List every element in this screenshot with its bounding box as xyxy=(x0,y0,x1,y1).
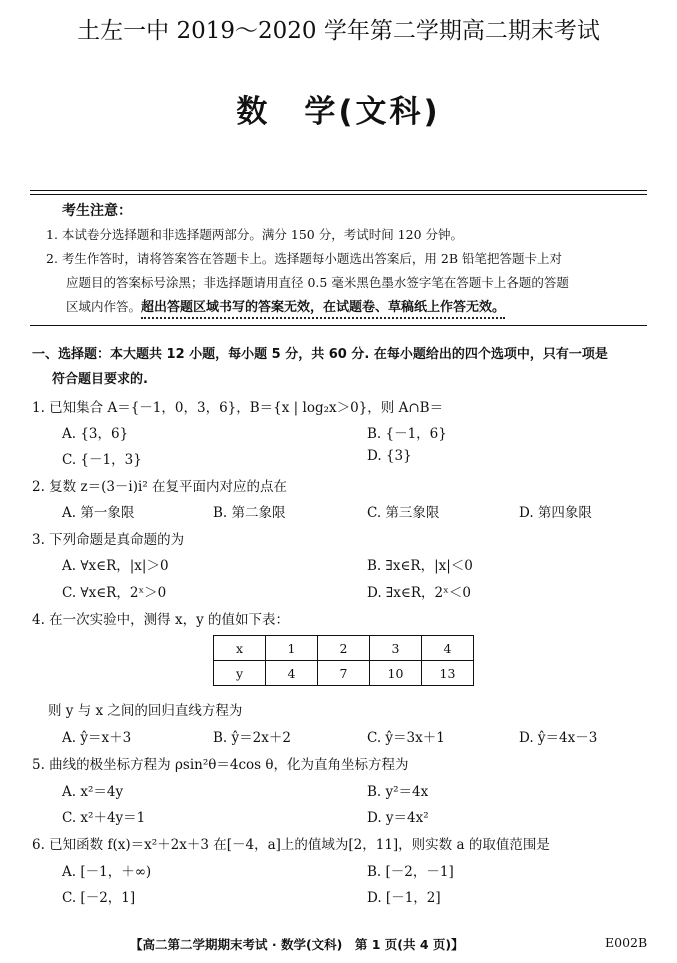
subject-title: 数 学(文科) xyxy=(236,94,441,130)
table-cell: 3 xyxy=(370,636,422,661)
question-4-option-a: A. ŷ＝x＋3 xyxy=(62,730,132,746)
table-cell: 13 xyxy=(422,661,474,686)
notice-item-2-line-2: 应题目的答案标号涂黑；非选择题请用直径 0.5 毫米黑色墨水签字笔在答题卡上各题的答题 xyxy=(66,275,569,290)
question-5-option-d: D. y＝4x² xyxy=(367,810,429,826)
question-4-table xyxy=(213,635,474,686)
section-heading-line-1: 一、选择题：本大题共 12 小题，每小题 5 分，共 60 分. 在每小题给出的四个选项中，只有一项是 xyxy=(32,347,608,362)
table-cell: 2 xyxy=(318,636,370,661)
question-5-option-a: A. x²＝4y xyxy=(62,784,124,800)
question-2-option-b: B. 第二象限 xyxy=(213,505,286,521)
question-6-option-a: A. [－1，＋∞) xyxy=(62,864,152,880)
question-2-option-d: D. 第四象限 xyxy=(519,505,592,521)
question-1-option-c: C. {－1，3} xyxy=(62,452,142,468)
notice-item-1: 1. 本试卷分选择题和非选择题两部分。满分 150 分，考试时间 120 分钟。 xyxy=(46,227,464,242)
question-3-option-d: D. ∃x∈R，2ˣ＜0 xyxy=(367,585,471,601)
question-2-option-c: C. 第三象限 xyxy=(367,505,440,521)
table-cell: 4 xyxy=(266,661,318,686)
question-5-stem: 5. 曲线的极坐标方程为 ρsin²θ＝4cos θ，化为直角坐标方程为 xyxy=(32,757,409,773)
question-3-option-b: B. ∃x∈R，|x|＜0 xyxy=(367,558,473,574)
question-3-option-c: C. ∀x∈R，2ˣ＞0 xyxy=(62,585,167,601)
notice-item-2-line-3 xyxy=(66,296,505,315)
section-heading-line-2: 符合题目要求的. xyxy=(52,372,148,387)
question-6-stem: 6. 已知函数 f(x)＝x²＋2x＋3 在[－4，a]上的值域为[2，11]，则实数 a 的取值范围是 xyxy=(32,837,550,853)
question-4-follow: 则 y 与 x 之间的回归直线方程为 xyxy=(48,703,243,719)
table-cell: 7 xyxy=(318,661,370,686)
question-4-stem: 4. 在一次实验中，测得 x，y 的值如下表： xyxy=(32,612,289,628)
top-divider xyxy=(30,190,647,191)
question-1-option-d: D. {3} xyxy=(367,448,412,464)
notice-item-2-line-1: 2. 考生作答时，请将答案答在答题卡上。选择题每小题选出答案后，用 2B 铅笔把答题卡上对 xyxy=(46,251,562,266)
question-5-option-c: C. x²＋4y＝1 xyxy=(62,810,146,826)
question-2-stem: 2. 复数 z＝(3－i)i² 在复平面内对应的点在 xyxy=(32,479,288,495)
notice-item-2-line-3-plain: 区域内作答。 xyxy=(66,299,142,314)
paper-code: E002B xyxy=(605,935,648,950)
question-3-option-a: A. ∀x∈R，|x|＞0 xyxy=(62,558,169,574)
question-4-option-b: B. ŷ＝2x＋2 xyxy=(213,730,291,746)
question-6-option-c: C. [－2，1] xyxy=(62,890,136,906)
notice-heading: 考生注意： xyxy=(62,203,132,219)
table-cell: 1 xyxy=(266,636,318,661)
question-5-option-b: B. y²＝4x xyxy=(367,784,429,800)
question-4-option-c: C. ŷ＝3x＋1 xyxy=(367,730,445,746)
question-6-option-d: D. [－1，2] xyxy=(367,890,441,906)
question-1-option-a: A. {3，6} xyxy=(62,426,129,442)
top-divider-2 xyxy=(30,194,647,195)
question-6-option-b: B. [－2，－1] xyxy=(367,864,454,880)
table-row xyxy=(214,636,474,661)
table-cell: 4 xyxy=(422,636,474,661)
question-4-option-d: D. ŷ＝4x－3 xyxy=(519,730,598,746)
notice-emphasis: 超出答题区域书写的答案无效，在试题卷、草稿纸上作答无效。 xyxy=(141,300,505,319)
question-3-stem: 3. 下列命题是真命题的为 xyxy=(32,532,185,548)
question-1-stem: 1. 已知集合 A＝{－1，0，3，6}，B＝{x | log₂x＞0}，则 A∩B＝ xyxy=(32,400,444,416)
table-row xyxy=(214,661,474,686)
notice-divider xyxy=(30,325,647,326)
table-cell: y xyxy=(214,661,266,686)
question-1-option-b: B. {－1，6} xyxy=(367,426,447,442)
page-footer: 【高二第二学期期末考试 · 数学(文科) 第 1 页(共 4 页)】 xyxy=(130,937,464,952)
table-cell: 10 xyxy=(370,661,422,686)
exam-title: 土左一中 2019～2020 学年第二学期高二期末考试 xyxy=(77,18,600,44)
table-cell: x xyxy=(214,636,266,661)
question-2-option-a: A. 第一象限 xyxy=(62,505,135,521)
